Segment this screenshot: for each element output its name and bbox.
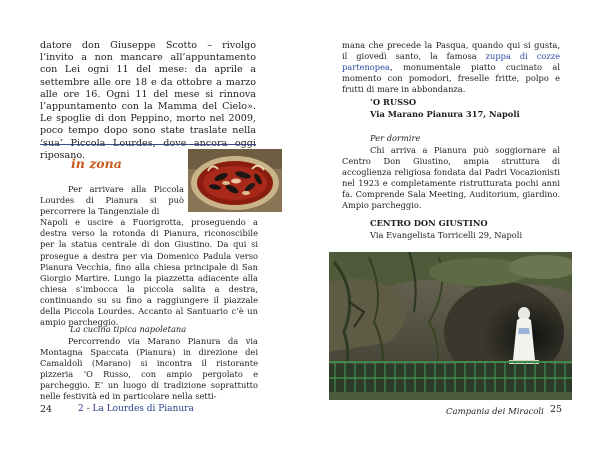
section-heading: in zona	[71, 156, 122, 171]
section-divider	[40, 144, 256, 145]
continuation-text-after: , monumentale piatto cucinato al momento con pomodori, freselle fritte, polpo e frutti di mare in abbondanza.	[342, 62, 560, 95]
directions-text-start: Per arrivare alla Piccola Lourdes di Pianura si può percorrere la Tangenziale di	[40, 184, 184, 217]
stay-subheading: Per dormire	[370, 133, 421, 143]
center-address: Via Evangelista Torricelli 29, Napoli	[370, 230, 523, 240]
continuation-text-before: mana che precede la Pasqua, quando qui si gusta, il giovedì santo, la famosa	[342, 40, 560, 62]
cuisine-paragraph: Percorrendo via Marano Pianura da via Montagna Spaccata (Pianura) in direzione dei Camaldoli (Marano) si incontra il ristorante pizzeria ‘O Russo, con ampio pergolato e parcheggio. E’ un luogo di tradizione soprattutto nelle festività ed in particolare nella setti-	[40, 336, 258, 402]
cuisine-subheading: La cucina tipica napoletana	[70, 324, 187, 334]
dish-name-highlight: zuppa di cozze partenopea	[342, 51, 561, 73]
intro-paragraph: datore don Giuseppe Scotto – rivolgo l’invito a non mancare all’appuntamento con Lei ogni 11 del mese: da aprile a settembre alle ore 18 e da ottobre a marzo alle ore 16. Ogni 11 del mese si rinnova l’appuntamento con la Mamma del Cielo». Le spoglie di don Peppino, morto nel 2009, poco tempo dopo sono state traslate nella riposano.	[40, 40, 256, 161]
directions-text-part1	[40, 184, 184, 217]
grotto-shrine-photo	[329, 252, 572, 400]
directions-text-rest: Napoli e uscire a Fuorigrotta, proseguendo a destra verso la rotonda di Pianura, riconoscibile per la statua centrale di don Giustino. Da qui si prosegue a destra per via Domenico Padula verso Pianura Vecchia, fino alla chiesa principale di San Giorgio Martire. Lungo la piazzetta adiacente alla chiesa s’imbocca la piccola salita a destra, continuando su su fino a raggiungere il piazzale della Piccola Lourdes. Accanto al Santuario c’è un ampio parcheggio.	[40, 217, 258, 328]
stay-paragraph: Chi arriva a Pianura può soggiornare al Centro Don Giustino, ampia struttura di accoglienza religiosa fondata dai Padri Vocazionisti nel 1923 e completamente ristrutturata pochi anni fa. Comprende Sala Meeting, Auditorium, giardino. Ampio parcheggio.	[342, 145, 560, 211]
seafood-dish-photo	[188, 149, 282, 212]
running-head-right: Campania dei Miracoli	[446, 407, 544, 417]
right-page	[300, 0, 600, 450]
restaurant-name: ‘O RUSSO	[370, 97, 417, 107]
directions-paragraph-block	[40, 217, 258, 328]
center-name: CENTRO DON GIUSTINO	[370, 218, 488, 228]
running-head-left: 2 - La Lourdes di Pianura	[78, 404, 194, 414]
page-number-left: 24	[40, 404, 53, 415]
continuation-paragraph	[342, 40, 560, 95]
restaurant-address: Via Marano Pianura 317, Napoli	[370, 109, 520, 119]
page-number-right: 25	[550, 404, 563, 415]
